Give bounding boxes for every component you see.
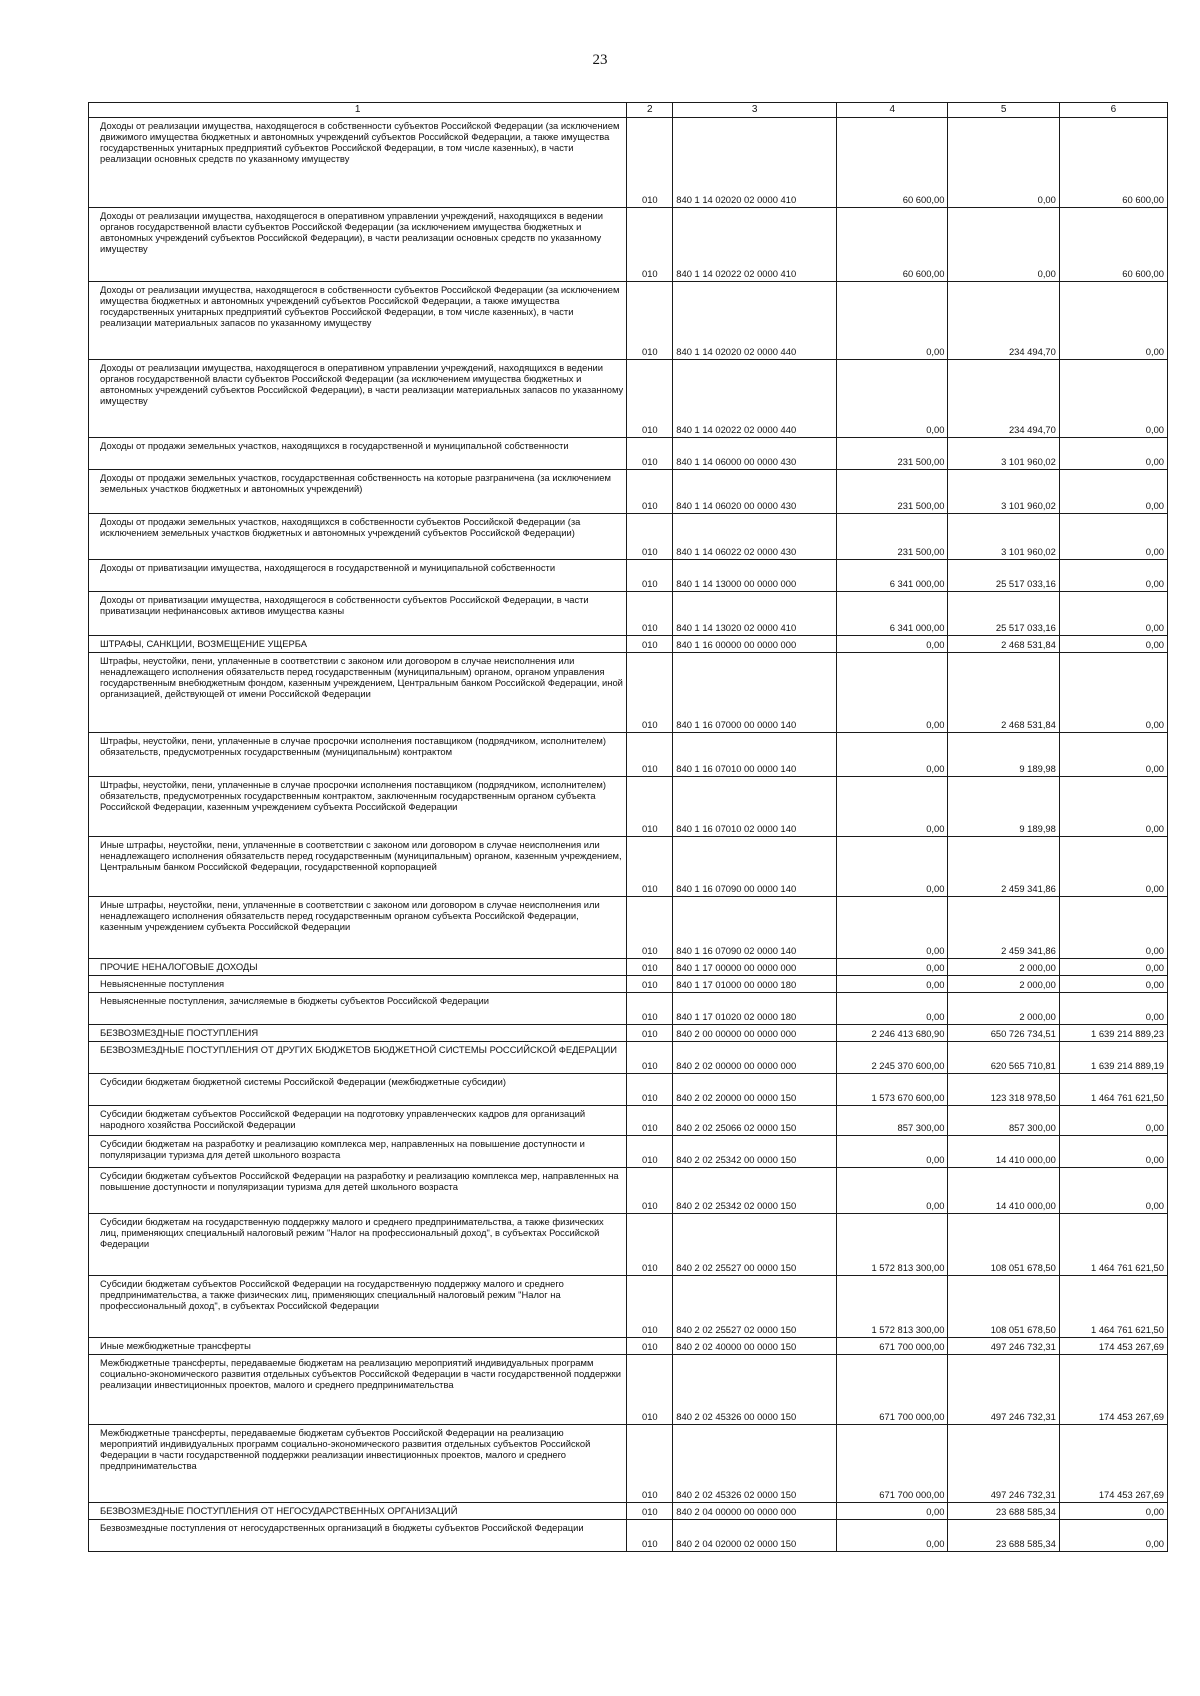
row-value-col6: 1 464 761 621,50 <box>1059 1276 1167 1338</box>
column-header-4: 4 <box>837 103 948 118</box>
row-value-col5: 2 459 341,86 <box>948 897 1059 959</box>
row-budget-code: 840 1 16 07010 00 0000 140 <box>673 733 837 777</box>
table-row <box>89 976 1168 993</box>
row-value-col5: 23 688 585,34 <box>948 1520 1059 1552</box>
row-value-col5: 3 101 960,02 <box>948 514 1059 560</box>
row-value-col6: 0,00 <box>1059 1503 1167 1520</box>
table-row <box>89 1136 1168 1168</box>
row-name <box>89 1425 627 1503</box>
row-name-text: Доходы от реализации имущества, находящегося в собственности субъектов Российской Федерации (за исключением имущества бюджетных и автономных учреждений субъектов Российской Федерации, а также имущества государственных унитарных предприятий субъектов Российской Федерации, в том числе казенных), в части реализации материальных запасов по указанному имуществу <box>100 284 620 329</box>
row-name <box>89 959 627 976</box>
row-name <box>89 1106 627 1136</box>
table-row <box>89 1214 1168 1276</box>
row-code: 010 <box>627 993 673 1025</box>
row-name-text: Межбюджетные трансферты, передаваемые бюджетам субъектов Российской Федерации на реализацию мероприятий индивидуальных программ социально-экономического развития отдельных субъектов Российской Федерации в части государственной поддержки реализации инвестиционных проектов, малого и среднего предпринимательства <box>100 1427 591 1472</box>
row-value-col6: 1 464 761 621,50 <box>1059 1214 1167 1276</box>
row-name-text: Доходы от продажи земельных участков, находящихся в государственной и муниципальной собственности <box>100 440 569 451</box>
row-value-col5: 857 300,00 <box>948 1106 1059 1136</box>
row-code: 010 <box>627 897 673 959</box>
row-name-text: Иные штрафы, неустойки, пени, уплаченные в соответствии с законом или договором в случае неисполнения или ненадлежащего исполнения обязательств перед государственным органом субъекта Российской Федерации, казенным учреждением субъекта Российской Федерации <box>100 899 600 933</box>
table-row <box>89 360 1168 438</box>
row-value-col5: 497 246 732,31 <box>948 1425 1059 1503</box>
row-name <box>89 1355 627 1425</box>
row-budget-code: 840 1 14 06022 02 0000 430 <box>673 514 837 560</box>
row-value-col4: 0,00 <box>837 282 948 360</box>
row-name <box>89 1503 627 1520</box>
row-value-col6: 0,00 <box>1059 360 1167 438</box>
header-row <box>89 103 1168 118</box>
row-name-text: Доходы от реализации имущества, находящегося в оперативном управлении учреждений, находящихся в ведении органов государственной власти субъектов Российской Федерации (за исключением имущества бюджетных и автономных учреждений субъектов Российской Федерации), в части реализации материальных запасов по указанному имуществу <box>100 362 624 407</box>
row-value-col5: 108 051 678,50 <box>948 1276 1059 1338</box>
row-code: 010 <box>627 976 673 993</box>
table-row <box>89 636 1168 653</box>
row-budget-code: 840 1 14 02022 02 0000 440 <box>673 360 837 438</box>
row-value-col4: 231 500,00 <box>837 470 948 514</box>
table-row <box>89 514 1168 560</box>
row-code: 010 <box>627 1106 673 1136</box>
row-name <box>89 438 627 470</box>
row-value-col4: 0,00 <box>837 777 948 837</box>
row-name <box>89 837 627 897</box>
row-name-text: Межбюджетные трансферты, передаваемые бюджетам на реализацию мероприятий индивидуальных программ социально-экономического развития отдельных субъектов Российской Федерации в части государственной поддержки реализации инвестиционных проектов, малого и среднего предпринимательства <box>100 1357 621 1391</box>
row-code: 010 <box>627 282 673 360</box>
row-code: 010 <box>627 1074 673 1106</box>
row-code: 010 <box>627 514 673 560</box>
table-row <box>89 438 1168 470</box>
row-value-col4: 0,00 <box>837 733 948 777</box>
row-value-col6: 0,00 <box>1059 438 1167 470</box>
row-code: 010 <box>627 959 673 976</box>
row-name-text: Субсидии бюджетам на государственную поддержку малого и среднего предпринимательства, а также физических лиц, применяющих специальный налоговый режим "Налог на профессиональный доход", в субъектах Российской Федерации <box>100 1216 604 1250</box>
row-budget-code: 840 1 16 00000 00 0000 000 <box>673 636 837 653</box>
row-name-text: Невыясненные поступления, зачисляемые в бюджеты субъектов Российской Федерации <box>100 995 489 1006</box>
row-value-col5: 108 051 678,50 <box>948 1214 1059 1276</box>
row-value-col4: 0,00 <box>837 959 948 976</box>
row-value-col5: 123 318 978,50 <box>948 1074 1059 1106</box>
row-code: 010 <box>627 1276 673 1338</box>
row-value-col6: 0,00 <box>1059 837 1167 897</box>
row-value-col5: 2 459 341,86 <box>948 837 1059 897</box>
row-value-col5: 25 517 033,16 <box>948 560 1059 592</box>
table-row <box>89 1425 1168 1503</box>
row-value-col6: 0,00 <box>1059 959 1167 976</box>
row-budget-code: 840 2 02 25527 00 0000 150 <box>673 1214 837 1276</box>
row-value-col6: 0,00 <box>1059 560 1167 592</box>
table-row <box>89 1276 1168 1338</box>
row-value-col6: 60 600,00 <box>1059 118 1167 208</box>
row-value-col4: 0,00 <box>837 1168 948 1214</box>
table-row <box>89 1042 1168 1074</box>
row-budget-code: 840 2 00 00000 00 0000 000 <box>673 1025 837 1042</box>
row-name-text: Субсидии бюджетам бюджетной системы Российской Федерации (межбюджетные субсидии) <box>100 1076 506 1087</box>
row-code: 010 <box>627 1503 673 1520</box>
row-name <box>89 1276 627 1338</box>
row-value-col5: 2 000,00 <box>948 959 1059 976</box>
row-name-text: Доходы от продажи земельных участков, находящихся в собственности субъектов Российской Федерации (за исключением земельных участков бюджетных и автономных учреждений субъектов Российской Федерации) <box>100 516 581 539</box>
row-value-col6: 0,00 <box>1059 592 1167 636</box>
row-value-col6: 0,00 <box>1059 993 1167 1025</box>
row-code: 010 <box>627 733 673 777</box>
row-name <box>89 1214 627 1276</box>
row-value-col6: 0,00 <box>1059 1520 1167 1552</box>
table-row <box>89 1338 1168 1355</box>
row-name <box>89 1338 627 1355</box>
row-name <box>89 993 627 1025</box>
row-name <box>89 636 627 653</box>
table-row <box>89 993 1168 1025</box>
row-value-col4: 231 500,00 <box>837 438 948 470</box>
row-name-text: Иные межбюджетные трансферты <box>100 1340 251 1351</box>
row-budget-code: 840 2 02 25527 02 0000 150 <box>673 1276 837 1338</box>
table-row <box>89 1074 1168 1106</box>
row-code: 010 <box>627 1425 673 1503</box>
row-name <box>89 560 627 592</box>
row-value-col5: 2 468 531,84 <box>948 636 1059 653</box>
row-budget-code: 840 1 14 06000 00 0000 430 <box>673 438 837 470</box>
row-name <box>89 1136 627 1168</box>
row-value-col6: 1 464 761 621,50 <box>1059 1074 1167 1106</box>
row-budget-code: 840 2 02 25342 00 0000 150 <box>673 1136 837 1168</box>
table-row <box>89 1520 1168 1552</box>
row-name <box>89 592 627 636</box>
revenue-table <box>88 102 1168 1552</box>
row-name-text: Доходы от приватизации имущества, находящегося в собственности субъектов Российской Федерации, в части приватизации нефинансовых активов имущества казны <box>100 594 589 617</box>
row-value-col6: 0,00 <box>1059 653 1167 733</box>
row-code: 010 <box>627 653 673 733</box>
row-name-text: Штрафы, неустойки, пени, уплаченные в соответствии с законом или договором в случае неисполнения или ненадлежащего исполнения обязательств перед государственным (муниципальным) органом, органом управления государственным внебюджетным фондом, казенным учреждением, Центральным банком Российской Федерации, иной организацией, действующей от имени Российской Федерации <box>100 655 623 700</box>
table-row <box>89 733 1168 777</box>
row-value-col6: 0,00 <box>1059 282 1167 360</box>
row-name <box>89 1042 627 1074</box>
row-budget-code: 840 2 02 40000 00 0000 150 <box>673 1338 837 1355</box>
table-row <box>89 777 1168 837</box>
column-header-2: 2 <box>627 103 673 118</box>
row-value-col5: 3 101 960,02 <box>948 470 1059 514</box>
row-value-col4: 0,00 <box>837 897 948 959</box>
row-value-col4: 0,00 <box>837 837 948 897</box>
row-name-text: ПРОЧИЕ НЕНАЛОГОВЫЕ ДОХОДЫ <box>100 961 258 972</box>
row-value-col4: 0,00 <box>837 360 948 438</box>
row-name <box>89 118 627 208</box>
row-name <box>89 897 627 959</box>
row-name <box>89 1074 627 1106</box>
table-row <box>89 1025 1168 1042</box>
row-value-col6: 0,00 <box>1059 976 1167 993</box>
row-value-col4: 0,00 <box>837 653 948 733</box>
row-value-col5: 650 726 734,51 <box>948 1025 1059 1042</box>
row-value-col4: 0,00 <box>837 1136 948 1168</box>
row-value-col4: 0,00 <box>837 993 948 1025</box>
row-value-col5: 497 246 732,31 <box>948 1338 1059 1355</box>
row-value-col5: 14 410 000,00 <box>948 1168 1059 1214</box>
row-code: 010 <box>627 1355 673 1425</box>
row-value-col4: 60 600,00 <box>837 118 948 208</box>
table-row <box>89 1503 1168 1520</box>
row-name-text: БЕЗВОЗМЕЗДНЫЕ ПОСТУПЛЕНИЯ ОТ НЕГОСУДАРСТВЕННЫХ ОРГАНИЗАЦИЙ <box>100 1505 458 1516</box>
row-name <box>89 777 627 837</box>
row-value-col4: 6 341 000,00 <box>837 592 948 636</box>
row-code: 010 <box>627 837 673 897</box>
row-value-col5: 2 000,00 <box>948 993 1059 1025</box>
row-value-col5: 2 468 531,84 <box>948 653 1059 733</box>
table-row <box>89 897 1168 959</box>
row-value-col6: 0,00 <box>1059 1106 1167 1136</box>
row-value-col5: 14 410 000,00 <box>948 1136 1059 1168</box>
row-budget-code: 840 1 16 07090 00 0000 140 <box>673 837 837 897</box>
row-name <box>89 653 627 733</box>
row-code: 010 <box>627 470 673 514</box>
row-name <box>89 976 627 993</box>
row-value-col6: 0,00 <box>1059 777 1167 837</box>
row-budget-code: 840 1 14 13000 00 0000 000 <box>673 560 837 592</box>
table-row <box>89 1106 1168 1136</box>
row-value-col4: 0,00 <box>837 636 948 653</box>
row-value-col5: 23 688 585,34 <box>948 1503 1059 1520</box>
row-budget-code: 840 2 04 00000 00 0000 000 <box>673 1503 837 1520</box>
table-row <box>89 1168 1168 1214</box>
row-budget-code: 840 2 02 45326 00 0000 150 <box>673 1355 837 1425</box>
row-budget-code: 840 1 14 13020 02 0000 410 <box>673 592 837 636</box>
row-budget-code: 840 2 02 45326 02 0000 150 <box>673 1425 837 1503</box>
column-header-5: 5 <box>948 103 1059 118</box>
row-name-text: Субсидии бюджетам субъектов Российской Федерации на подготовку управленческих кадров для организаций народного хозяйства Российской Федерации <box>100 1108 586 1131</box>
row-value-col4: 671 700 000,00 <box>837 1355 948 1425</box>
row-value-col6: 0,00 <box>1059 636 1167 653</box>
row-budget-code: 840 1 17 01000 00 0000 180 <box>673 976 837 993</box>
row-value-col6: 0,00 <box>1059 897 1167 959</box>
row-budget-code: 840 1 14 06020 00 0000 430 <box>673 470 837 514</box>
row-value-col6: 0,00 <box>1059 514 1167 560</box>
row-name-text: Доходы от реализации имущества, находящегося в собственности субъектов Российской Федерации (за исключением движимого имущества бюджетных и автономных учреждений субъектов Российской Федерации, а также имущества государственных унитарных предприятий субъектов Российской Федерации, в том числе казенных), в части реализации основных средств по указанному имуществу <box>100 120 620 165</box>
row-name-text: Доходы от реализации имущества, находящегося в оперативном управлении учреждений, находящихся в ведении органов государственной власти субъектов Российской Федерации (за исключением имущества бюджетных и автономных учреждений субъектов Российской Федерации), в части реализации основных средств по указанному имуществу <box>100 210 604 255</box>
row-name-text: ШТРАФЫ, САНКЦИИ, ВОЗМЕЩЕНИЕ УЩЕРБА <box>100 638 308 649</box>
row-name-text: Доходы от продажи земельных участков, государственная собственность на которые разграничена (за исключением земельных участков бюджетных и автономных учреждений) <box>100 472 611 495</box>
table-row <box>89 118 1168 208</box>
row-name <box>89 1520 627 1552</box>
table-row <box>89 837 1168 897</box>
row-value-col5: 0,00 <box>948 118 1059 208</box>
row-value-col6: 174 453 267,69 <box>1059 1355 1167 1425</box>
row-value-col5: 234 494,70 <box>948 360 1059 438</box>
row-code: 010 <box>627 118 673 208</box>
row-value-col4: 0,00 <box>837 976 948 993</box>
row-value-col6: 174 453 267,69 <box>1059 1425 1167 1503</box>
row-value-col4: 1 572 813 300,00 <box>837 1214 948 1276</box>
table-body <box>89 118 1168 1552</box>
row-value-col4: 1 573 670 600,00 <box>837 1074 948 1106</box>
row-value-col4: 857 300,00 <box>837 1106 948 1136</box>
row-budget-code: 840 1 16 07000 00 0000 140 <box>673 653 837 733</box>
row-name-text: Доходы от приватизации имущества, находящегося в государственной и муниципальной собственности <box>100 562 556 573</box>
row-code: 010 <box>627 1338 673 1355</box>
row-name-text: Безвозмездные поступления от негосударственных организаций в бюджеты субъектов Российской Федерации <box>100 1522 584 1533</box>
row-value-col4: 671 700 000,00 <box>837 1338 948 1355</box>
row-code: 010 <box>627 560 673 592</box>
row-code: 010 <box>627 1214 673 1276</box>
row-value-col4: 1 572 813 300,00 <box>837 1276 948 1338</box>
row-value-col5: 620 565 710,81 <box>948 1042 1059 1074</box>
row-name-text: Субсидии бюджетам субъектов Российской Федерации на разработку и реализацию комплекса мер, направленных на повышение доступности и популяризации туризма для детей школьного возраста <box>100 1170 619 1193</box>
row-value-col5: 9 189,98 <box>948 733 1059 777</box>
row-value-col6: 0,00 <box>1059 1168 1167 1214</box>
row-code: 010 <box>627 360 673 438</box>
page-number: 23 <box>592 52 608 68</box>
row-value-col6: 0,00 <box>1059 470 1167 514</box>
row-name <box>89 470 627 514</box>
row-name <box>89 360 627 438</box>
row-value-col5: 9 189,98 <box>948 777 1059 837</box>
row-value-col4: 2 245 370 600,00 <box>837 1042 948 1074</box>
table-row <box>89 653 1168 733</box>
row-value-col6: 60 600,00 <box>1059 208 1167 282</box>
row-name <box>89 514 627 560</box>
row-code: 010 <box>627 1136 673 1168</box>
row-code: 010 <box>627 208 673 282</box>
row-budget-code: 840 1 14 02022 02 0000 410 <box>673 208 837 282</box>
row-name-text: Штрафы, неустойки, пени, уплаченные в случае просрочки исполнения поставщиком (подрядчиком, исполнителем) обязательств, предусмотренных государственным контрактом, заключенным государственным органом субъекта Российской Федерации, казенным учреждением субъекта Российской Федерации <box>100 779 606 813</box>
column-header-3: 3 <box>673 103 837 118</box>
row-budget-code: 840 1 14 02020 02 0000 440 <box>673 282 837 360</box>
row-value-col5: 234 494,70 <box>948 282 1059 360</box>
row-value-col4: 60 600,00 <box>837 208 948 282</box>
row-code: 010 <box>627 438 673 470</box>
row-code: 010 <box>627 777 673 837</box>
row-budget-code: 840 1 16 07010 02 0000 140 <box>673 777 837 837</box>
row-value-col4: 6 341 000,00 <box>837 560 948 592</box>
row-budget-code: 840 2 02 25066 02 0000 150 <box>673 1106 837 1136</box>
column-header-1: 1 <box>89 103 627 118</box>
table-row <box>89 560 1168 592</box>
row-name-text: БЕЗВОЗМЕЗДНЫЕ ПОСТУПЛЕНИЯ <box>100 1027 259 1038</box>
row-value-col6: 0,00 <box>1059 1136 1167 1168</box>
row-budget-code: 840 2 02 20000 00 0000 150 <box>673 1074 837 1106</box>
row-name-text: Штрафы, неустойки, пени, уплаченные в случае просрочки исполнения поставщиком (подрядчиком, исполнителем) обязательств, предусмотренных государственным (муниципальным) контрактом <box>100 735 606 758</box>
row-name <box>89 1168 627 1214</box>
row-budget-code: 840 2 02 00000 00 0000 000 <box>673 1042 837 1074</box>
row-name <box>89 1025 627 1042</box>
row-value-col6: 1 639 214 889,19 <box>1059 1042 1167 1074</box>
row-name <box>89 733 627 777</box>
table-row <box>89 1355 1168 1425</box>
row-name-text: Субсидии бюджетам на разработку и реализацию комплекса мер, направленных на повышение доступности и популяризации туризма для детей школьного возраста <box>100 1138 585 1161</box>
row-value-col6: 0,00 <box>1059 733 1167 777</box>
row-value-col4: 0,00 <box>837 1520 948 1552</box>
row-budget-code: 840 1 17 01020 02 0000 180 <box>673 993 837 1025</box>
row-budget-code: 840 2 02 25342 02 0000 150 <box>673 1168 837 1214</box>
row-value-col5: 2 000,00 <box>948 976 1059 993</box>
row-budget-code: 840 1 14 02020 02 0000 410 <box>673 118 837 208</box>
column-header-6: 6 <box>1059 103 1167 118</box>
row-code: 010 <box>627 1025 673 1042</box>
table-row <box>89 282 1168 360</box>
row-budget-code: 840 2 04 02000 02 0000 150 <box>673 1520 837 1552</box>
row-value-col6: 174 453 267,69 <box>1059 1338 1167 1355</box>
row-value-col4: 671 700 000,00 <box>837 1425 948 1503</box>
row-budget-code: 840 1 16 07090 02 0000 140 <box>673 897 837 959</box>
row-code: 010 <box>627 636 673 653</box>
row-code: 010 <box>627 1168 673 1214</box>
row-code: 010 <box>627 592 673 636</box>
row-budget-code: 840 1 17 00000 00 0000 000 <box>673 959 837 976</box>
row-value-col5: 0,00 <box>948 208 1059 282</box>
table-row <box>89 959 1168 976</box>
table-row <box>89 592 1168 636</box>
row-name-text: Субсидии бюджетам субъектов Российской Федерации на государственную поддержку малого и среднего предпринимательства, а также физических лиц, применяющих специальный налоговый режим "Налог на профессиональный доход", в субъектах Российской Федерации <box>100 1278 564 1312</box>
row-name-text: Невыясненные поступления <box>100 978 225 989</box>
row-value-col6: 1 639 214 889,23 <box>1059 1025 1167 1042</box>
table-row <box>89 470 1168 514</box>
row-code: 010 <box>627 1042 673 1074</box>
row-name-text: БЕЗВОЗМЕЗДНЫЕ ПОСТУПЛЕНИЯ ОТ ДРУГИХ БЮДЖЕТОВ БЮДЖЕТНОЙ СИСТЕМЫ РОССИЙСКОЙ ФЕДЕРАЦИИ <box>100 1044 617 1055</box>
table-row <box>89 208 1168 282</box>
row-name <box>89 208 627 282</box>
row-name-text: Иные штрафы, неустойки, пени, уплаченные в соответствии с законом или договором в случае неисполнения или ненадлежащего исполнения обязательств перед государственным (муниципальным) органом, казенным учреждением, Центральным банком Российской Федерации, государственной корпорацией <box>100 839 622 873</box>
row-value-col5: 3 101 960,02 <box>948 438 1059 470</box>
row-value-col4: 2 246 413 680,90 <box>837 1025 948 1042</box>
row-value-col4: 231 500,00 <box>837 514 948 560</box>
row-value-col5: 497 246 732,31 <box>948 1355 1059 1425</box>
row-name <box>89 282 627 360</box>
row-value-col4: 0,00 <box>837 1503 948 1520</box>
row-code: 010 <box>627 1520 673 1552</box>
row-value-col5: 25 517 033,16 <box>948 592 1059 636</box>
